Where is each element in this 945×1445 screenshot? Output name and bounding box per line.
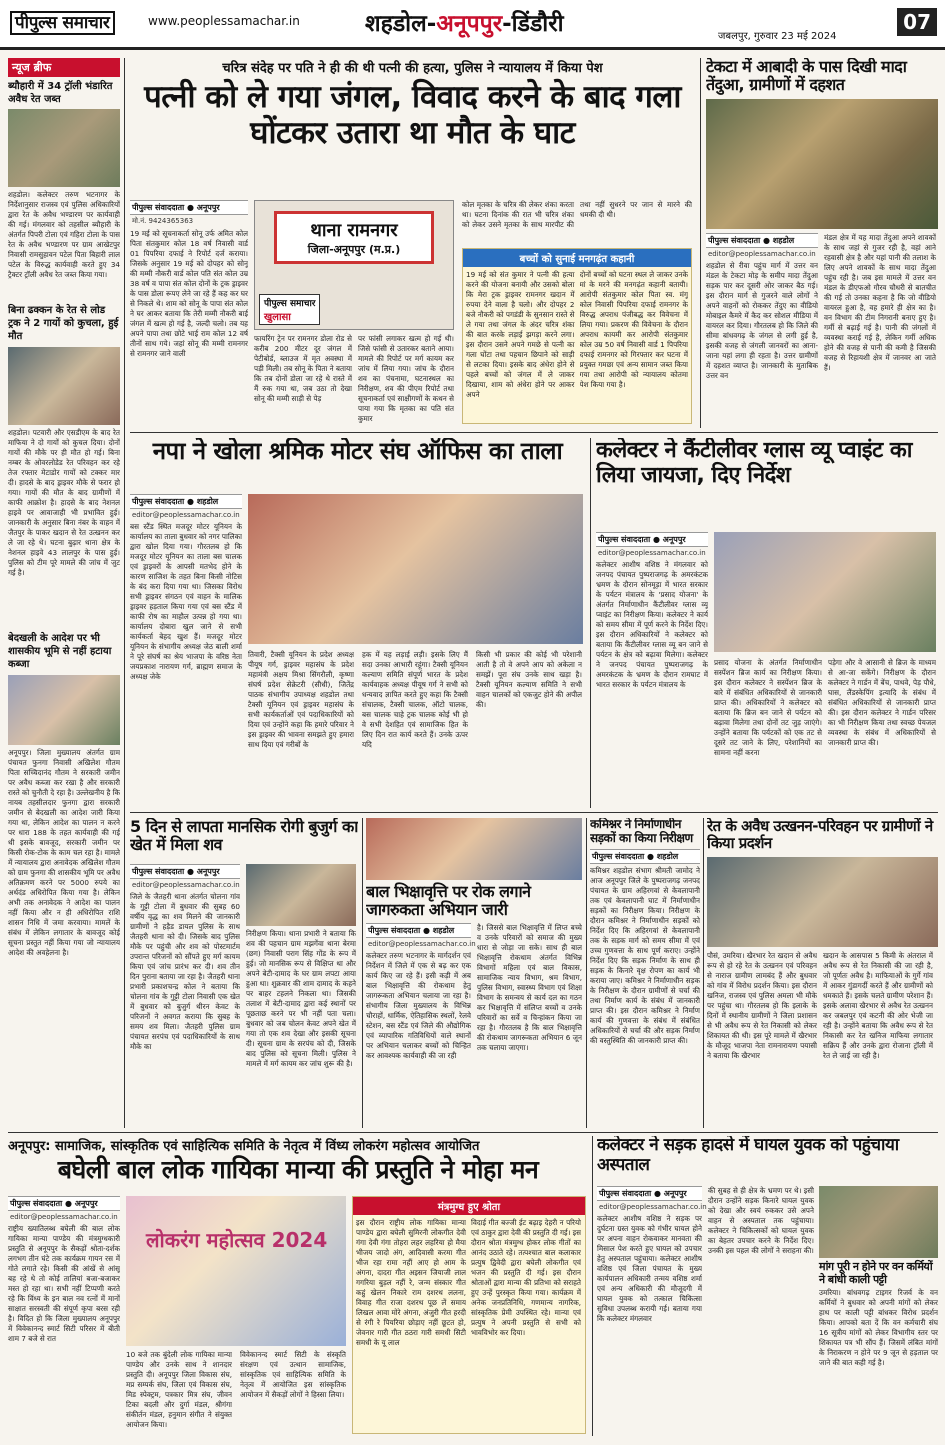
story7-body [707,951,938,1119]
story8-box [352,1196,586,1434]
story6-byline: पीपुल्स संवाददाता ● शहडोल [590,849,700,864]
story1-box [462,248,692,424]
story9-headline: कलेक्टर ने सड़क हादसे में घायल युवक को पहुंचाया अस्पताल [597,1136,899,1175]
story3-headline: कलेक्टर ने कैंटीलीवर ग्लास व्यू प्वाइंट का लिया जायजा, दिए निर्देश [596,438,912,489]
brief1-photo [8,109,120,187]
story-folk-singer [8,1136,588,1436]
story2-text-4: किसी भी प्रकार की कोई भी परेशानी आती है तो वे अपने आप को अकेला न समझें। पूरा संघ उनके साथ खड़ा है। टैक्सी यूनियन कल्याण समिति ने सभी वाहन चालकों को एकजुट होने की अपील की। [476,650,582,709]
story2-col1 [130,494,242,802]
story1-box-title: बच्चों को सुनाई मनगढ़ंत कहानी [463,249,691,267]
story1-text-2: फायरिंग ट्रेन पर रामनगर डोला रोड से करीब 200 मीटर दूर जंगल में पेटीबोर्ड, ब्लाउज में मृत अवस्था में पड़ी मिली। तब सोनू के पिता ने बताया कि तब दोनों डोला जा रहे थे रास्ते में मैं रुक गया था, जब उठा तो देखा सोनू की मम्मी साड़ी से पेड़ [254,334,352,403]
column-divider [703,818,704,1128]
brief2-text: शहडोल। पटवारी और एसडीएम के बाद रेत माफिया ने दो गायों को कुचल दिया। दोनों गायों की मौके पर ही मौत हो गई। बिना नम्बर के ओवरलोडेड रेत परिवहन कर रहे तेज रफ्तार मेटाडोर गायों को टक्कर मार दी। हादसे के बाद ड्राइवर मौके से फरार हो गया। गायों की मौत के बाद ग्रामीणों में काफी आक्रोश है। हादसे के बाद नेशनल हाइवे पर आवाजाही भी प्रभावित हुई। जानकारी के अनुसार बिना नंबर के वाहन में जैतपुर के पाकर खदान से रेत उत्खनन कर ले जा रहे थे। घटना बुढ़ार थाना क्षेत्र के नेशनल हाइवे 43 लालपुर के पास हुई। पुलिस को टीम पूरे मामले की जांच में जुट गई है। [8,428,120,577]
story1-headline: पत्नी को ले गया जंगल, विवाद करने के बाद गला घोंटकर उतारा था मौत के घाट [144,79,681,151]
story6-headline: कमिश्नर ने निर्माणाधीन सड़कों का किया निरीक्षण [590,818,693,845]
edition-title [365,6,564,38]
news-brief-column [8,58,120,1128]
story1-mobile: मो.नं. 9424365363 [132,217,194,225]
sign-line-1: थाना रामनगर [310,220,398,241]
story9-text-2: की सुबह से ही क्षेत्र के भ्रमण पर थे। इसी दौरान उन्होंने सड़क किनारे घायल युवक को देखा और स्वयं रुककर उसे अपने वाहन से अस्पताल तक पहुंचाया। कलेक्टर ने चिकित्सकों को घायल युवक का बेहतर उपचार करने के निर्देश दिए। उनकी इस पहल की लोगों ने सराहना की। [708,1186,814,1255]
story1-col1 [130,200,248,419]
story8-box-title: मंत्रमुग्ध हुए श्रोता [353,1197,585,1215]
story-collector-helps [597,1136,938,1436]
story9-side-headline: मांग पूरी न होने पर वन कर्मियों ने बांधी काली पट्टी [819,1260,933,1286]
festival-banner: लोकरंग महोत्सव 2024 [146,1228,328,1252]
story3-text-1: कलेक्टर आशीष वशिष्ठ ने मंगलवार को जनपद पंचायत पुष्पराजगढ़ के अमरकंटक भ्रमण के दौरान सोनमूड़ा में भारत सरकार के पर्यटन मंत्रालय के 'प्रसाद योजना' के अंतर्गत निर्माणाधीन कैंटीलीवर ग्लास व्यू प्वाइंट का निरीक्षण किया। कलेक्टर ने कार्य को समय सीमा में पूर्ण करने के निर्देश दिए। इस दौरान अधिकारियों ने कलेक्टर को बताया कि कैंटीलीवर ग्लास व्यू बन जाने से पर्यटन के क्षेत्र को बढ़ावा मिलेगा। कलेक्टर ने जनपद पंचायत पुष्पराजगढ़ के अमरकंटक के भ्रमण के दौरान रामघाट में भारत सरकार के पर्यटन मंत्रालय के [596,560,708,689]
story1-text-3: पर फांसी लगाकर खत्म हो गई थी। जिसे फांसी से उतारकर बताने आया। मामले की रिपोर्ट पर मर्ग कायम कर जांच में लिया गया। जांच के दौरान शव का पंचनामा, घटनास्थल का निरीक्षण, शव की पीएम रिपोर्ट तथा सूचनाकर्ता एवं साक्षीगणों के कथन से पाया गया कि मृतका का पति संत कुमार [358,334,454,423]
story9-text-1: कलेक्टर आशीष वशिष्ठ ने सड़क पर दुर्घटना ग्रस्त युवक को गंभीर घायल होने पर अपना वाहन रोकवाकर मानवता की मिसाल पेश करते हुए घायल को उपचार हेतु अस्पताल पहुंचाया। कलेक्टर आशीष वशिष्ठ एवं जिला पंचायत के मुख्य कार्यपालन अधिकारी तन्मय वशिष्ठ शर्मा एवं अन्य अधिकारी की मौजूदगी में घायल युवक को तत्काल चिकित्सा सुविधा उपलब्ध करायी गई। बताया गया कि कलेक्टर मंगलवार [597,1214,702,1323]
story8-email: editor@peoplessamachar.co.in [10,1213,118,1221]
story9-col1 [597,1186,707,1414]
leopard-text-2: मंडल क्षेत्र में यह मादा तेंदुआ अपने शावकों के साथ जहां से गुजर रही है, वहां आने रहवासी क्षेत्र है और यहां पानी की तलाश के लिए अपने शावकों के साथ मादा तेंदुआ पहुंच रही है। जब इस मामले में उत्तर वन मंडल के डीएफओ गौरव चौधरी से बातचीत की गई तो उनका कहना है कि जो वीडियो वायरल हुआ है, वह हमारे ही क्षेत्र का है। वन विभाग की टीम निगरानी बनाए हुए है। गर्मी से बढ़ाई गई है। पानी की जंगलों में व्यवस्था कराई गई है, लेकिन गर्मी अधिक होने की वजह से पानी की कमी है जिसकी वजह से रिहायशी क्षेत्र में जानवर आ जाते हैं। [824,232,936,372]
photo-label-brand: पीपुल्स समाचार [264,299,316,309]
story-commissioner [590,818,700,1128]
story5-text-1: कलेक्टर तरुण भटनागर के मार्गदर्शन एवं निर्देशन में जिले में एक से बढ़ कर एक कार्य किए जा रहे हैं। इसी कड़ी में अब बाल भिक्षावृत्ति की रोकथाम हेतु जागरूकता अभियान चलाया जा रहा है। संभागीय जिला मुख्यालय के विभिन्न चौराहों, धार्मिक, ऐतिहासिक स्थलों, रेलवे स्टेशन, बस स्टैंड एवं जिले की औद्योगिक एवं व्यापारिक गतिविधियों वाले स्थानों पर अभियान चलाकर बच्चों को चिन्हित कर आवश्यक कार्यवाही की जा रही [366,950,471,1060]
story8-byline: पीपुल्स संवाददाता ● अनूपपुर [8,1196,120,1211]
news-brief-tag: न्यूज ब्रीफ [8,58,120,77]
story2-byline: पीपुल्स संवाददाता ● शहडोल [130,494,242,509]
story-union-office [130,438,585,808]
leopard-photo [706,99,938,229]
story9-sidebar [819,1186,938,1412]
horizontal-rule [8,1132,938,1133]
story3-col1 [596,532,708,800]
brief2-photo [8,347,120,425]
story8-box-body [353,1215,585,1433]
brief1-headline: ब्यौहारी में 34 ट्रॉली भंडारित अवैध रेत जब्त [8,81,113,105]
edition-part-c: -डिंडौरी [502,11,564,37]
story8-text-2: 10 बजे तक बुंदेली लोक गायिका मान्या पाण्डेय और उनके साथ ने शानदार प्रस्तुति दी। अनूपपुर जिला विकास संघ, मप्र सम्पर्क संघ, जिला एवं विकास संघ, मिड स्पेक्ट्रम, पत्रकार मित्र संघ, जीवन टिका बदली और दुर्गा मंडल, श्रीगंगा संकीर्तन मंडल, हनुमान संगीत ने संयुक्त आयोजन किया। [126,1350,232,1429]
story2-photo [248,494,583,644]
story1-text-1: 19 मई को सूचनाकर्ता सोनू उर्फ अमित कोल पिता संतकुमार कोल 18 वर्ष निवासी वार्ड 01 पिपरिया दफाई ने रिपोर्ट दर्ज कराया। जिसके अनुसार 19 मई को दोपहर को सोनू की मम्मी नौकरी वार्ड कोल पति संत कोल उम्र 38 वर्ष व पापा संत कोल दोनों के ट्रक ड्राइवर के पास डोला रूपए लेने जा रहे हैं कह कर घर से निकले थे। शाम को सोनू के पापा संत कोल ने घर आकर बताया कि तेरी मम्मी नौकरी बाई जंगल में खत्म हो गई है, जल्दी चलो। तब यह अपने पापा तथा छोटे भाई राम कोल 12 वर्ष तीनों साथ गये। जहां सोनू की मम्मी रामनगर से रामनगर जाने वाली [130,229,248,358]
story3-email: editor@peoplessamachar.co.in [598,549,706,557]
page-number: 07 [897,8,937,36]
story7-photo [707,857,938,947]
police-station-sign [274,211,434,264]
story5-col1 [366,923,476,1113]
photo-label-sub: खुलासा [264,312,291,323]
story2-text-3: हक में यह लड़ाई लड़ी। इसके लिए मैं सदा उनका आभारी रहूंगा। टैक्सी यूनियन कल्याण समिति संपूर्ण भारत के प्रदेश कार्यवाहक अध्यक्ष पीयूष गर्ग ने सभी को धन्यवाद ज्ञापित करते हुए कहा कि टैक्सी संचालक, टैक्सी चालक, ऑटो चालक, बस चालक चाहे ट्रक चालक कोई भी हो वे सभी देशहित एवं सामाजिक हित के लिए दिन रात कार्य करते हैं। उनके ऊपर यदि [362,650,468,749]
story-missing-elderly [130,818,358,1128]
column-divider [700,58,701,428]
edition-part-a: शहडोल- [365,11,437,37]
dateline: जबलपुर, गुरुवार 23 मई 2024 [718,31,837,42]
story2-headline: नपा ने खोला श्रमिक मोटर संघ ऑफिस का ताला [152,438,563,465]
horizontal-rule [130,812,938,813]
brief3-headline: बेदखली के आदेश पर भी शासकीय भूमि से नहीं हटाया कब्जा [8,633,112,670]
story1-byline: पीपुल्स संवाददाता ● अनूपपुर [130,200,248,215]
story9-side-photo [819,1186,938,1258]
story4-byline: पीपुल्स संवाददाता ● अनूपपुर [130,864,240,879]
leopard-byline: पीपुल्स संवाददाता ● शहडोल [706,233,818,248]
story7-text-1: पौसं, उमरिया। खैरभार रेत खदान से अवैध रूप से हो रहे रेत के उत्खनन एवं परिवहन से नाराज ग्रामीण लामबंद हैं और बुधवार को गांव में विरोध प्रदर्शन किया। इस दौरान खनिज, राजस्व एवं पुलिस अमला भी मौके पर पहुंचा था। गौरतलब हो कि इलाके के दिनों में स्थानीय ग्रामीणों ने जिला प्रशासन से भी अवैध रूप से रेत निकासी को लेकर शिकायत की थी। इस पूरे मामले में खैरभार के मौजूद भाजपा नेता रामनारायण पयासी ने बताया कि खैरभार [707,950,817,1060]
story5-email: editor@peoplessamachar.co.in [368,939,476,948]
newspaper-logo: पीपुल्स समाचार [10,10,115,33]
brief3-text: अनूपपुर। जिला मुख्यालय अंतर्गत ग्राम पंचायत फुनगा निवासी अखिलेश गौतम पिता सच्चिदानंद गौतम ने सरकारी जमीन पर अवैध कब्जा कर रखा है और सरकारी रास्ते को चुनौती दे रहा है। उल्लेखनीय है कि नायब तहसीलदार फुनगा द्वारा सरकारी जमीन से बेदखली का आदेश जारी किया गया था, लेकिन आदेश का पालन न करने पर धारा 188 के तहत कार्यवाही की गई थी इसके बावजूद, सरकारी जमीन पर किसी रोक-टोक के काम चल रहा है। मामले में न्यायालय द्वारा अनावेदक अखिलेश गौतम को ग्राम फुनगा की शासकीय भूमि पर अवैध अतिक्रमण करने पर 5000 रुपये का अर्थदंड अधिरोपित किया गया है। लेकिन अभी तक अनावेदक ने आदेश का पालन नहीं किया और न ही अधिरोपित राशि शासन निधि में जमा करवाया। मामलें के संबंध में लेकिन लगातार के बावजूद कोई सूचना प्रस्तुत नहीं किया गया जो न्यायालय आदेश की अवहेलना है। [8,748,120,957]
story4-text-2: निरीक्षण किया। थाना प्रभारी ने बताया कि शव की पहचान ग्राम मझगेंवा थाना बेरमा (छग) निवासी पराग सिंह गोंड के रूप में हुई। जो मानसिक रूप से विक्षिप्त था और अपने बेटी-दामाद के घर ग्राम लपटा आया हुआ था। शुक्रवार की शाम दामाद के कहने पर बाहर टहलने निकला था। जिसकी तलाश में बेटी-दामाद द्वारा कई स्थानों पर पूछताछ करने पर भी नहीं पता चला। बुधवार को जब चोलन केवट अपने खेत में गया तो एक शव देखा और इसकी सूचना दी। सूचना ग्राम के सरपंच को दी, जिसके बाद पुलिस को सूचना मिली। पुलिस ने मामले में मर्ग कायम कर जांच शुरू की है। [246,929,356,1068]
story9-side-text: उमरिया। बांधवगढ़ टाइगर रिजर्व के वन कर्मियों ने बुधवार को अपनी मांगों को लेकर हाथ पर काली पट्टी बांधकर विरोध प्रदर्शन किया। आपको बता दें कि वन कर्मचारी संघ 16 सूत्रीय मांगों को लेकर विभागीय स्तर पर शिकायत पत्र भी सौंप हैं। जिसमें लंबित मांगों के निराकरण न होने पर 9 जून से हड़ताल पर जाने की बात कही गई है। [819,1288,938,1368]
story9-byline: पीपुल्स संवाददाता ● अनूपपुर [597,1186,702,1201]
column-divider [362,818,363,1128]
story8-text-1: राष्ट्रीय ख्यातिलब्ध बघेली की बाल लोक गायिका मान्या पाण्डेय की मंत्रमुग्धकारी प्रस्तुति से अनूपपुर के सैकड़ों श्रोता-दर्शक लगभग तीन घंटे तक कार्यक्रम गायन रस में गोते लगाते रहे। किसी की आंखें से आंसू बह रहे थे तो कोई तालियां बजा-बजाकर मस्त हो रहा था। सभी नहीं टिप्पणी करते रहे कि विंध्य के इन बाल नव रत्नों में मानों साक्षात सरस्वती की संपूर्ण कृपा बरस रही है। विदित हो कि जिला मुख्यालय अनूपपुर में विवेकानन्द स्मार्ट सिटी परिसर में बीती शाम 7 बजे से रात [8,1224,120,1343]
story4-col1 [130,864,240,1122]
story2-text-1: बस स्टैंड स्थित मजदूर मोटर यूनियन के कार्यालय का ताला बुधवार को नगर पालिका द्वारा खोल दिया गया। गौरतलब हो कि मजदूर मोटर यूनियन का ताला बस चालक एवं ड्राइवरों के आपसी मतभेद होने के कारण साजिश के तहत बिना किसी नोटिस के बंद करा दिया गया था। जिसका विरोध सभी ड्राइवर संगठन एवं वाहन के मालिक ड्राइवर हड़ताल किया गया एवं बस स्टैंड में काफी रोष का माहौल उत्पन्न हो गया था। कार्यालय दोबारा खुल जाने से सभी कार्यकर्ता बेहद खुश हैं। मजदूर मोटर यूनियन के संभागीय अध्यक्ष जेठ बाली शर्मा ने पूरे संघर्ष का श्रेय भाजपा के वरिष्ठ नेता जयप्रकाश नारायण गर्ग, ब्राह्मण समाज के अध्यक्ष जेके [130,522,242,681]
leopard-headline: टेकटा में आबादी के पास दिखी मादा तेंदुआ, ग्रामीणों में दहशत [706,58,907,95]
column-divider [586,818,587,1128]
story4-col2 [246,864,356,1125]
story1-box-text-1: 19 मई को संत कुमार ने पत्नी की हत्या करने की योजना बनायी और उसको बोला कि मेरा ट्रक ड्राइवर रामनगर खदान में रुपया देने वाला है चलो। और दोपहर 2 बजे नौकरी को पगडंडी के सुनसान रास्ते से ले गया तथा जंगल के अंदर चरित्र शंका की बात करके लड़ाई झगड़ा करने लगा। इस दौरान उसने अपने गमछे से पत्नी का गला घोंटा तथा पहचान छिपाने को साड़ी से लटका दिया। इसके बाद अंधेरा होने से पहले बच्चों को जंगल में ले जाकर दिखाया, शाम को अंधेरा होने पर आकर अपने [466,270,575,399]
story2-text-2: तिवारी, टैक्सी यूनियन के प्रदेश अध्यक्ष पीयूष गर्ग, ड्राइवर महासंघ के प्रदेश महामंत्री अक्षय मिश्रा सिंगरौली, कृष्णा संघर्ष प्रदेश सेक्रेटरी (सीधी), जितेंद्र पाठक संभागीय उपाध्यक्ष शहडोल तथा टैक्सी यूनियन एवं ड्राइवर महासंघ के सभी कार्यकर्ताओं एवं पदाधिकारियों को दिया एवं उन्होंने कहा कि हमारे परिवार ने इस ड्राइवर की भावना समझते हुए हमारा साथ दिया एवं गरीबों के [248,650,354,749]
leopard-body [706,233,938,421]
story4-text-1: जिले के जैतहरी थाना अंतर्गत चोलना गांव के गुट्टी टोला में बुधवार की सुबह 60 वर्षीय वृद्ध का शव मिलने की जानकारी ग्रामीणों ने हड़ैड डायल पुलिस के साथ जैतहरी थाना को दी। जिसके बाद पुलिस मौके पर पहुंची और शव को पोस्टमार्टम उपरान्त परिजनों को सौंपते हुए मर्ग कायम किया एवं जांच प्रारंभ कर दी। शव तीन दिन पुराना बताया जा रहा है। जैतहरी थाना प्रभारी प्रकाशचन्द्र कोल ने बताया कि चोलना गांव के गुट्टी टोला निवासी एक खेत में बुधवार को बुजुर्ग थीरन केवट के परिजनों ने अवगत कराया कि सुबह के समय शव मिला। जैतहरी पुलिस ग्राम पंचायत सरपंच एवं पदाधिकारियों के साथ मौके का [130,892,240,1051]
story5-text-2: है। जिससे बाल भिक्षावृत्ति में लिप्त बच्चे व उनके परिवारों को समाज की मुख्य धारा से जोड़ा जा सके। साथ ही बाल भिक्षावृत्ति रोकथाम अंतर्गत विभिन्न विभागों महिला एवं बाल विकास, सामाजिक न्याय विभाग, श्रम विभाग, पुलिस विभाग, स्वास्थ्य विभाग एवं शिक्षा विभाग के समन्वय से कार्य दल का गठन कर भिक्षावृत्ति में संलिप्त बच्चों व उनके परिवारों का सर्वे व चिन्हांकन किया जा रहा है। गौरतलब है कि बाल भिक्षावृत्ति की रोकथाम जागरूकता अभियान 6 जून तक चलाया जाएगा। [477,922,582,1052]
story5-headline: बाल भिक्षावृत्ति पर रोक लगाने जागरुकता अभियान जारी [366,882,531,920]
story4-email: editor@peoplessamachar.co.in [132,881,240,889]
story-child-begging [366,818,582,1128]
photo-label [259,294,320,325]
story5-photo [366,818,582,880]
story7-text-2: खदान के आसपास 5 किमी के अंतराल में अवैध रूप से रेत निकासी की जा रही है, जो पूर्णतः अवैध है। माफियाओं के गुर्गे गांव में आकर गुंडागर्दी करते हैं और ग्रामीणों को धमकाते हैं। इसके चलते ग्रामीण परेशान हैं। इसके अलावा खैरभार से अवैध रेत उत्खनन कर जबलपुर एवं कटनी की ओर भेजी जा रही है। उन्होंने बताया कि अवैध रूप से रेत निकासी कर रेत खनिज माफिया लगातार सक्रिय हैं और उनके द्वारा रोजाना ट्रॉली में रेत ले जाई जा रही है। [823,950,933,1060]
story7-headline: रेत के अवैध उत्खनन-परिवहन पर ग्रामीणों ने किया प्रदर्शन [707,818,933,853]
column-divider [124,58,125,1128]
horizontal-rule [130,432,938,433]
story3-byline: पीपुल्स संवाददाता ● अनूपपुर [596,532,708,547]
story3-text-3: पड़ेगा और वे आसानी से ब्रिज के माध्यम से आ-जा सकेंगे। निरीक्षण के दौरान कलेक्टर ने गार्डन में बेंच, पाथवे, पेड़ पौधे, घास, लैंडस्केपिंग इत्यादि के संबंध में संबंधित अधिकारियों से जानकारी प्राप्त की। इस दौरान कलेक्टर ने गार्डन परिसर का भी निरीक्षण किया तथा स्वच्छ पेयजल व्यवस्था के संबंध में अधिकारियों से जानकारी प्राप्त की। [828,658,936,747]
story1-box-body [463,267,691,423]
story-wife-murder [130,58,695,428]
story9-email: editor@peoplessamachar.co.in [599,1203,707,1211]
story5-body [366,923,582,1113]
site-url[interactable]: www.peoplessamachar.in [148,14,300,28]
story-sand-protest [707,818,938,1128]
story2-email: editor@peoplessamachar.co.in [132,511,240,519]
story6-text: कमिश्नर शहडोल संभाग श्रीमती जामोद ने आज अनूपपुर जिले के पुष्पराजगढ़ जनपद पंचायत के ग्राम अहिरगवां से केवलापानी तक एवं केवलापानी घाट में निर्माणाधीन सड़कों का निरीक्षण किया। निरीक्षण के दौरान कमिश्नर ने निर्माणाधीन सड़कों को निर्देश दिए कि अहिरगवां से केवलापानी तक के सड़क मार्ग को समय सीमा में एवं उच्च गुणवत्ता के साथ पूर्ण कराए। उन्होंने निर्देश दिए कि सड़क निर्माण के साथ ही सड़क के किनारे वृक्ष रोपण का कार्य भी कराया जाए। कमिश्नर ने निर्माणाधीन सड़क के निरीक्षण के दौरान ग्रामीणों से चर्चा की तथा निर्माण कार्य के संबंध में जानकारी प्राप्त की। इस दौरान कमिश्नर ने निर्माण कार्य की गुणवत्ता के संबंध में संबंधित अधिकारियों से चर्चा की और सड़क निर्माण की वस्तुस्थिति की जानकारी प्राप्त की। [590,865,700,1045]
leopard-col1 [706,233,818,421]
story8-col1 [8,1196,120,1424]
leopard-email: editor@peoplessamachar.co.in [708,249,816,258]
story1-kicker: चरित्र संदेह पर पति ने ही की थी पत्नी की हत्या, पुलिस ने न्यायालय में किया पेश [222,61,603,76]
story8-headline: बघेली बाल लोक गायिका मान्या की प्रस्तुति ने मोहा मन [57,1155,539,1184]
story1-box-text-2: दोनों बच्चों को घटना स्थल ले जाकर उनके मां के मरने की मनगढ़ंत कहानी बतायी। आरोपी संतकुमार कोल पिता स्व. मंगू कोल निवासी पिपरिया दफाई रामनगर के विरुद्ध अपराध पंजीबद्ध कर विवेचना में लिया गया। प्रकरण की विवेचना के दौरान अपराध कायमी कर आरोपी संतकुमार कोल उम्र 50 वर्ष निवासी वार्ड 1 पिपरिया दफाई रामनगर को गिरफ्तार कर घटना में प्रयुक्त गमछा एवं अन्य सामान जब्त किया गया तथा आरोपी को न्यायालय कोतमा पेश किया गया है। [579,270,688,389]
column-divider [592,1136,593,1436]
leopard-text-1: शहडोल से रीवा पहुंच मार्ग में उत्तर वन मंडल के टेकटा मोड़ के समीप मादा तेंदुआ सड़क पार कर दूसरी ओर जाकर बैठ गई। इस दौरान मार्ग से गुजरने वाले लोगों ने अपने वाहनों को रोककर तेंदुए का वीडियो मोबाइल कैमरे में कैद कर सोशल मीडिया में वायरल कर दिया। गौरतलब हो कि जिले की सीमा बांधवगढ़ के जंगल से लगी हुई है, इसकी वजह से जंगली जानवरों का आना-जाना यहां लगा ही रहता है। उत्तर ग्रामीणों में दहशत व्याप्त है। जानकारी के मुताबिक उत्तर वन [706,260,818,380]
story-leopard [706,58,938,428]
column-divider [590,438,591,808]
story4-headline: 5 दिन से लापता मानसिक रोगी बुजुर्ग का खेत में मिला शव [130,818,358,855]
story8-photo [126,1196,346,1346]
sign-line-2: जिला-अनूपपुर (म.प्र.) [307,243,401,256]
story8-text-3: विवेकानन्द स्मार्ट सिटी के संस्कृति संरक्षण एवं उत्थान सामाजिक, सांस्कृतिक एवं साहित्यिक समिति के नेतृत्व में आयोजित इस सांस्कृतिक आयोजन में सैकड़ों लोगों ने हिस्सा लिया। [240,1350,346,1399]
brief3-photo [8,675,120,745]
story4-photo [246,864,356,926]
masthead [0,0,945,50]
story8-kicker: अनूपपुर: सामाजिक, सांस्कृतिक एवं साहित्यिक समिति के नेतृत्व में विंध्य लोकरंग महोत्सव आयोजित [8,1139,480,1154]
story8-box-text-1: इस दौरान राष्ट्रीय लोक गायिका मान्या पाण्डेय द्वारा बघेली सुमिरनी लोकगीत देवी गंगा देवी गंगा तोहरा लहर लहरिया हो मैया भीजय जादो अंग, आदिवासी करमा गीत भीज रहा रामा नहीं आए हो आम के अंगना, दादरा गीत अइसन जियाजी लाल गगरिया बुड़ल नहीं रे, जन्म संस्कार गीत कहुं खेलन निकारे राम दशरथ ललना, विवाह गीत राजा दशरथ पूछ लें समाय लिखल आवा मोरे अंगना, अंजुरी गीत हरदी से रंगी रे पियरिया छोड़ाए नहीं छूटत हो, जेवनार गारी गीत ठठरा गारी समधी सिटी समधी के यू लाल [356,1218,466,1347]
brief2-headline: बिना ढक्कन के रेत से लोड ट्रक ने 2 गायों को कुचला, हुई मौत [8,305,119,342]
story3-text-2: प्रसाद योजना के अंतर्गत निर्माणाधीन सस्पेंशन ब्रिज कार्य का निरीक्षण किया। इस दौरान कलेक्टर ने सस्पेंशन ब्रिज के बारे में संबंधित अधिकारियों से जानकारी प्राप्त की। अधिकारियों ने कलेक्टर को बताया कि ब्रिज बन जाने से पर्यटन को बढ़ावा मिलेगा तथा दोनों तट जुड़ जाएंगे। उन्होंने बताया कि पर्यटकों को एक तट से दूसरे तट जाने के लिए, परेशानियों का सामना नहीं करना [714,658,822,757]
story5-byline: पीपुल्स संवाददाता ● शहडोल [366,923,471,938]
story8-box-text-2: विदाई गीत बज्जी ईट बढ़ाइ देहरी न परियो एवं ठाकुर द्वारा देवी की प्रस्तुति दी गई। इस दौरान श्रोता मंत्रमुग्ध होकर लोक गीतों का आनंद उठाते रहे। तत्पश्चात बाल कलाकार प्रत्युष द्विवेदी द्वारा बघेली लोकगीत एवं भजन की प्रस्तुति दी गई। इस दौरान श्रोताओं द्वारा मान्या की प्रतिभा को सराहते हुए उन्हें पुरस्कृत किया गया। कार्यक्रम में अनेक जनप्रतिनिधि, गणमान्य नागरिक, सांस्कृतिक प्रेमी उपस्थित रहे। मान्या एवं प्रत्युष ने अपनी प्रस्तुति से सभी को भावविभोर कर दिया। [471,1218,581,1337]
brief1-text: शहडोल। कलेक्टर तरुण भटनागर के निर्देशानुसार राजस्व एवं पुलिस अधिकारियों द्वारा रेत के अवैध भण्डारण पर कार्यवाही की गई। मंगलवार को तहसील ब्यौहारी के अंतर्गत पिपरी टोला एवं गहिरा टोला के पास रेत के अवैध भण्डारण पर ग्राम आखेटपुर निवासी रामसुहावन पटेल पिता बिहारी लाल पटेल के विरुद्ध कार्यवाही करते हुए 34 ट्रैक्टर ट्रॉली अवैध रेत जब्त किया गया। [8,190,120,279]
edition-part-b: अनूपपुर [436,11,503,37]
story3-photo [714,532,936,652]
story1-text-4: कोल मृतका के चरित्र की लेकर शंका करता था। घटना दिनांक की रात भी चरित्र शंका को लेकर उसने मृतका के साथ मारपीट की तथा नहीं सुधरने पर जान से मारने की धमकी दी थी। [462,200,692,229]
story-glass-viewpoint [596,438,938,808]
story1-photo [254,200,454,330]
